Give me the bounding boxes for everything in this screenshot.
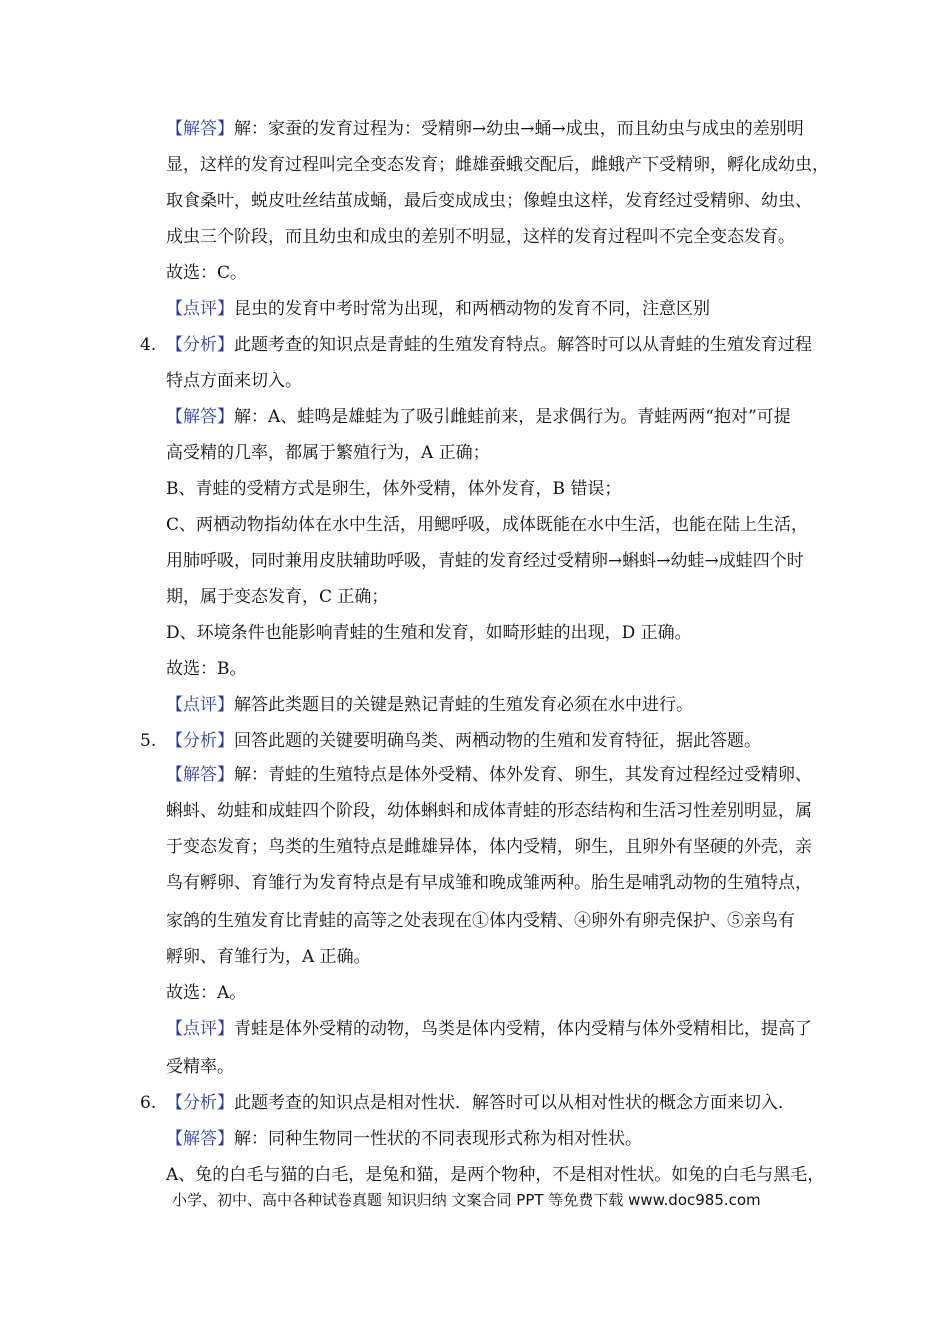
text-line <box>140 730 761 752</box>
line-text: 显，这样的发育过程叫完全变态发育；雌雄蚕蛾交配后，雌蛾产下受精卵，孵化成幼虫， <box>166 155 829 175</box>
text-line <box>166 872 812 894</box>
text-line <box>166 406 791 428</box>
text-line <box>166 694 693 716</box>
text-line <box>140 334 812 356</box>
section-tag: 【解答】 <box>166 407 234 427</box>
text-line <box>140 1092 795 1114</box>
line-text: 回答此题的关键要明确鸟类、两栖动物的生殖和发育特征，据此答题。 <box>234 731 761 751</box>
line-text: D、环境条件也能影响青蛙的生殖和发育，如畸形蛙的出现，D 正确。 <box>166 623 692 643</box>
text-line <box>166 154 829 176</box>
text-line <box>166 226 795 248</box>
line-text: B、青蛙的受精方式是卵生，体外受精，体外发育，B 错误； <box>166 479 622 499</box>
line-text: 受精率。 <box>166 1057 234 1077</box>
line-text: 解：A、蛙鸣是雄蛙为了吸引雌蛙前来，是求偶行为。青蛙两两“抱对”可提 <box>234 407 791 427</box>
line-text: 成虫三个阶段，而且幼虫和成虫的差别不明显，这样的发育过程叫不完全变态发育。 <box>166 227 795 247</box>
question-number: 6. <box>140 1093 157 1113</box>
line-text: 此题考查的知识点是相对性状．解答时可以从相对性状的概念方面来切入． <box>234 1093 795 1113</box>
line-text: 高受精的几率，都属于繁殖行为，A 正确； <box>166 443 490 463</box>
question-number: 4. <box>140 335 157 355</box>
question-number: 5. <box>140 731 157 751</box>
text-line <box>166 1056 234 1078</box>
text-line <box>166 442 490 464</box>
text-line <box>166 836 812 858</box>
section-tag: 【解答】 <box>166 119 234 139</box>
line-text: 特点方面来切入。 <box>166 371 302 391</box>
line-text: 家鸽的生殖发育比青蛙的高等之处表现在①体内受精、④卵外有卵壳保护、⑤亲鸟有 <box>166 911 795 931</box>
page-footer: 小学、初中、高中各种试卷真题 知识归纳 文案合同 PPT 等免费下载 www.doc985.com <box>172 1191 761 1209</box>
line-text: 此题考查的知识点是青蛙的生殖发育特点。解答时可以从青蛙的生殖发育过程 <box>234 335 812 355</box>
line-text: 故选：B。 <box>166 659 247 679</box>
section-tag: 【点评】 <box>166 695 234 715</box>
text-line <box>166 982 246 1004</box>
line-text: 故选：A。 <box>166 983 247 1003</box>
line-text: 蝌蚪、幼蛙和成蛙四个阶段，幼体蝌蚪和成体青蛙的形态结构和生活习性差别明显，属 <box>166 801 812 821</box>
line-text: 解：同种生物同一性状的不同表现形式称为相对性状。 <box>234 1129 642 1149</box>
text-line <box>166 910 795 932</box>
text-line <box>166 1128 642 1150</box>
text-line <box>166 298 710 320</box>
text-line <box>166 800 812 822</box>
line-text: A、兔的白毛与猫的白毛，是兔和猫，是两个物种，不是相对性状。如兔的白毛与黑毛， <box>166 1165 825 1185</box>
text-line <box>166 586 388 608</box>
line-text: 昆虫的发育中考时常为出现，和两栖动物的发育不同，注意区别 <box>234 299 710 319</box>
line-text: 故选：C。 <box>166 263 248 283</box>
line-text: 解答此类题目的关键是熟记青蛙的生殖发育必须在水中进行。 <box>234 695 693 715</box>
text-line <box>166 262 247 284</box>
text-line <box>166 1164 824 1186</box>
section-tag: 【解答】 <box>166 765 234 785</box>
text-line <box>166 478 621 500</box>
line-text: 青蛙是体外受精的动物，鸟类是体内受精，体内受精与体外受精相比，提高了 <box>234 1019 812 1039</box>
text-line <box>166 1018 812 1040</box>
text-line <box>166 514 808 536</box>
line-text: 用肺呼吸，同时兼用皮肤辅助呼吸，青蛙的发育经过受精卵→蝌蚪→幼蛙→成蛙四个时 <box>166 551 804 571</box>
text-line <box>166 550 804 572</box>
text-line <box>166 190 812 212</box>
section-tag: 【点评】 <box>166 1019 234 1039</box>
text-line <box>166 658 247 680</box>
line-text: C、两栖动物指幼体在水中生活，用鳃呼吸，成体既能在水中生活，也能在陆上生活， <box>166 515 809 535</box>
text-line <box>166 370 302 392</box>
line-text: 孵卵、育雏行为，A 正确。 <box>166 947 371 967</box>
text-line <box>166 118 804 140</box>
text-line <box>166 764 812 786</box>
line-text: 鸟有孵卵、育雏行为发育特点是有早成雏和晚成雏两种。胎生是哺乳动物的生殖特点， <box>166 873 812 893</box>
section-tag: 【分析】 <box>166 335 234 355</box>
line-text: 解：青蛙的生殖特点是体外受精、体外发育、卵生，其发育过程经过受精卵、 <box>234 765 812 785</box>
line-text: 期，属于变态发育，C 正确； <box>166 587 389 607</box>
line-text: 取食桑叶，蜕皮吐丝结茧成蛹，最后变成成虫；像蝗虫这样，发育经过受精卵、幼虫、 <box>166 191 812 211</box>
section-tag: 【点评】 <box>166 299 234 319</box>
line-text: 解：家蚕的发育过程为：受精卵→幼虫→蛹→成虫，而且幼虫与成虫的差别明 <box>234 119 804 139</box>
section-tag: 【分析】 <box>166 1093 234 1113</box>
text-line <box>166 622 692 644</box>
text-line <box>166 946 371 968</box>
section-tag: 【解答】 <box>166 1129 234 1149</box>
section-tag: 【分析】 <box>166 731 234 751</box>
line-text: 于变态发育；鸟类的生殖特点是雌雄异体，体内受精，卵生，且卵外有坚硬的外壳，亲 <box>166 837 812 857</box>
